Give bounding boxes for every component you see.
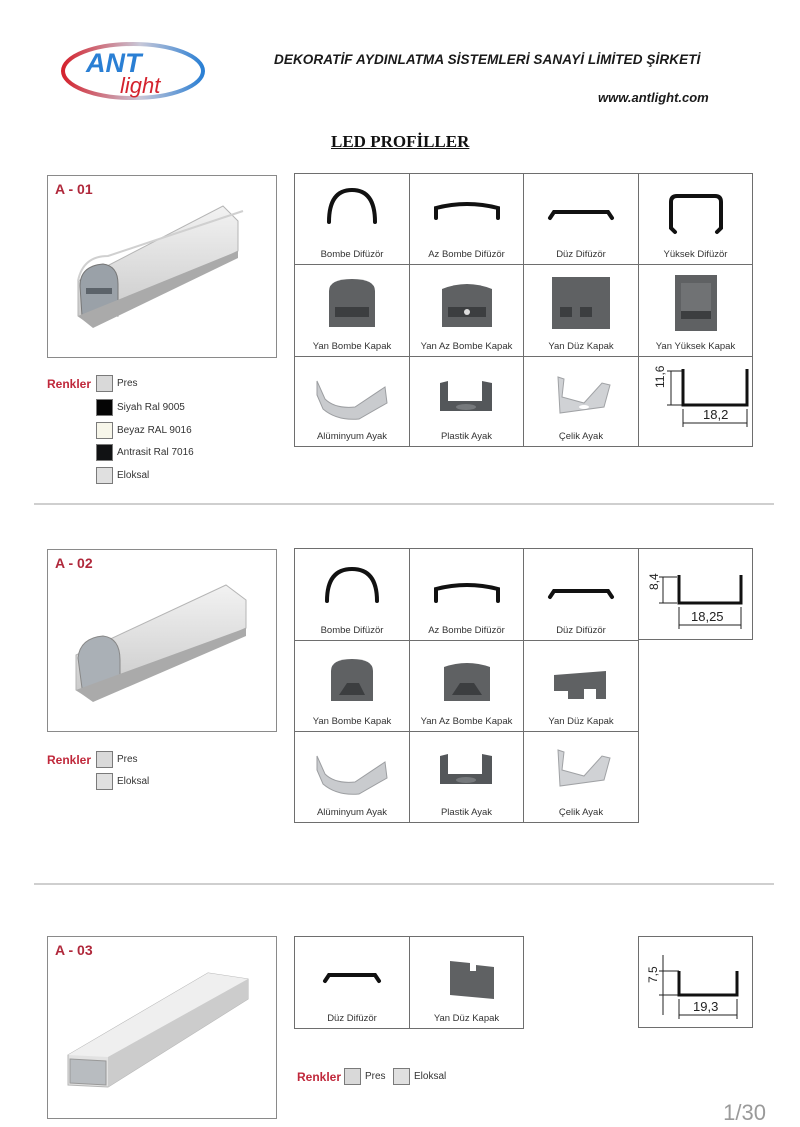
accessory-aluminyum-ayak: Alüminyum Ayak bbox=[295, 357, 410, 447]
cross-section-diagram-icon bbox=[639, 357, 753, 447]
aluminium-clip-icon bbox=[295, 357, 409, 427]
company-name: DEKORATİF AYDINLATMA SİSTEMLERİ SANAYİ LİMİTED ŞİRKETİ bbox=[274, 52, 701, 67]
plastic-clip-icon bbox=[410, 357, 524, 427]
colors-label: Renkler bbox=[297, 1070, 342, 1084]
aluminium-clip-icon bbox=[295, 732, 409, 802]
svg-text:18,2: 18,2 bbox=[703, 407, 729, 422]
accessory-grid-a02 bbox=[294, 548, 639, 823]
accessory-bombe-difuzor: Bombe Difüzör bbox=[295, 174, 410, 265]
page-indicator: 1/30 bbox=[723, 1100, 766, 1125]
profile-render-icon bbox=[48, 937, 278, 1120]
colors-label: Renkler bbox=[47, 753, 92, 767]
steel-clip-icon bbox=[524, 732, 638, 802]
profile-dimension-drawing bbox=[638, 548, 753, 640]
color-swatch-pres bbox=[96, 375, 113, 392]
svg-text:8,4: 8,4 bbox=[647, 573, 661, 590]
accessory-az-bombe-difuzor: Az Bombe Difüzör bbox=[410, 174, 524, 265]
bombe-diffuser-icon bbox=[295, 549, 409, 619]
product-code: A - 03 bbox=[55, 942, 93, 958]
section-divider bbox=[34, 883, 774, 885]
profile-render-icon bbox=[48, 550, 278, 733]
end-cap-high-icon bbox=[639, 265, 753, 340]
accessory-grid-a01 bbox=[294, 173, 753, 447]
colors-label: Renkler bbox=[47, 377, 92, 391]
color-swatch-eloksal bbox=[96, 467, 113, 484]
color-option: Beyaz RAL 9016 bbox=[96, 422, 192, 439]
az-bombe-diffuser-icon bbox=[410, 174, 524, 244]
profile-render-icon bbox=[48, 176, 278, 359]
accessory-yan-duz-kapak: Yan Düz Kapak bbox=[524, 265, 639, 357]
color-swatch-beyaz bbox=[96, 422, 113, 439]
flat-diffuser-icon bbox=[524, 549, 638, 619]
svg-text:19,3: 19,3 bbox=[693, 999, 719, 1014]
product-image-a03 bbox=[47, 936, 277, 1119]
end-cap-bombe-icon bbox=[295, 641, 409, 716]
accessory-celik-ayak: Çelik Ayak bbox=[524, 357, 639, 447]
website-link[interactable]: www.antlight.com bbox=[598, 90, 709, 105]
cross-section-diagram-icon bbox=[639, 549, 754, 641]
color-option: Eloksal bbox=[96, 773, 149, 790]
page-title: LED PROFİLLER bbox=[331, 132, 470, 151]
svg-text:ANT: ANT bbox=[86, 48, 142, 78]
color-option: Pres bbox=[96, 751, 138, 768]
color-option: Eloksal bbox=[393, 1068, 446, 1085]
color-swatch-pres bbox=[344, 1068, 361, 1085]
flat-diffuser-icon bbox=[295, 937, 409, 1007]
color-swatch-eloksal bbox=[96, 773, 113, 790]
profile-dimension-drawing bbox=[638, 936, 753, 1028]
svg-text:7,5: 7,5 bbox=[646, 966, 660, 983]
product-image-a02 bbox=[47, 549, 277, 732]
end-cap-az-bombe-icon bbox=[410, 265, 524, 340]
accessory-grid-a03 bbox=[294, 936, 524, 1029]
color-option: Pres bbox=[344, 1068, 386, 1085]
accessory-az-bombe-difuzor: Az Bombe Difüzör bbox=[410, 549, 524, 641]
color-swatch-siyah bbox=[96, 399, 113, 416]
accessory-yuksek-difuzor: Yüksek Difüzör bbox=[639, 174, 753, 265]
accessory-aluminyum-ayak: Alüminyum Ayak bbox=[295, 732, 410, 823]
end-cap-bombe-icon bbox=[295, 265, 409, 340]
accessory-yan-duz-kapak: Yan Düz Kapak bbox=[524, 641, 639, 732]
end-cap-flat-icon bbox=[410, 937, 524, 1012]
flat-diffuser-icon bbox=[524, 174, 638, 244]
svg-text:light: light bbox=[120, 73, 161, 98]
accessory-yan-bombe-kapak: Yan Bombe Kapak bbox=[295, 265, 410, 357]
end-cap-az-bombe-icon bbox=[410, 641, 524, 716]
color-swatch-eloksal bbox=[393, 1068, 410, 1085]
product-image-a01 bbox=[47, 175, 277, 358]
accessory-plastik-ayak: Plastik Ayak bbox=[410, 357, 524, 447]
color-option: Eloksal bbox=[96, 467, 149, 484]
color-option: Pres bbox=[96, 375, 138, 392]
accessory-yan-az-bombe-kapak: Yan Az Bombe Kapak bbox=[410, 265, 524, 357]
accessory-yan-duz-kapak: Yan Düz Kapak bbox=[410, 937, 524, 1029]
bombe-diffuser-icon bbox=[295, 174, 409, 244]
profile-dimension-drawing bbox=[639, 357, 753, 447]
az-bombe-diffuser-icon bbox=[410, 549, 524, 619]
section-divider bbox=[34, 503, 774, 505]
svg-text:18,25: 18,25 bbox=[691, 609, 724, 624]
accessory-yan-bombe-kapak: Yan Bombe Kapak bbox=[295, 641, 410, 732]
color-option: Antrasit Ral 7016 bbox=[96, 444, 194, 461]
color-swatch-pres bbox=[96, 751, 113, 768]
svg-text:11,6: 11,6 bbox=[653, 365, 667, 388]
plastic-clip-icon bbox=[410, 732, 524, 802]
high-diffuser-icon bbox=[639, 174, 753, 244]
steel-clip-icon bbox=[524, 357, 638, 427]
color-swatch-antrasit bbox=[96, 444, 113, 461]
product-code: A - 02 bbox=[55, 555, 93, 571]
product-code: A - 01 bbox=[55, 181, 93, 197]
accessory-yan-yuksek-kapak: Yan Yüksek Kapak bbox=[639, 265, 753, 357]
color-option: Siyah Ral 9005 bbox=[96, 399, 185, 416]
accessory-duz-difuzor: Düz Difüzör bbox=[524, 174, 639, 265]
end-cap-flat-icon bbox=[524, 265, 638, 340]
accessory-bombe-difuzor: Bombe Difüzör bbox=[295, 549, 410, 641]
accessory-celik-ayak: Çelik Ayak bbox=[524, 732, 639, 823]
accessory-duz-difuzor: Düz Difüzör bbox=[524, 549, 639, 641]
accessory-duz-difuzor: Düz Difüzör bbox=[295, 937, 410, 1029]
end-cap-flat-icon bbox=[524, 641, 638, 716]
ant-light-logo bbox=[58, 38, 208, 104]
accessory-plastik-ayak: Plastik Ayak bbox=[410, 732, 524, 823]
cross-section-diagram-icon bbox=[639, 937, 754, 1029]
accessory-yan-az-bombe-kapak: Yan Az Bombe Kapak bbox=[410, 641, 524, 732]
